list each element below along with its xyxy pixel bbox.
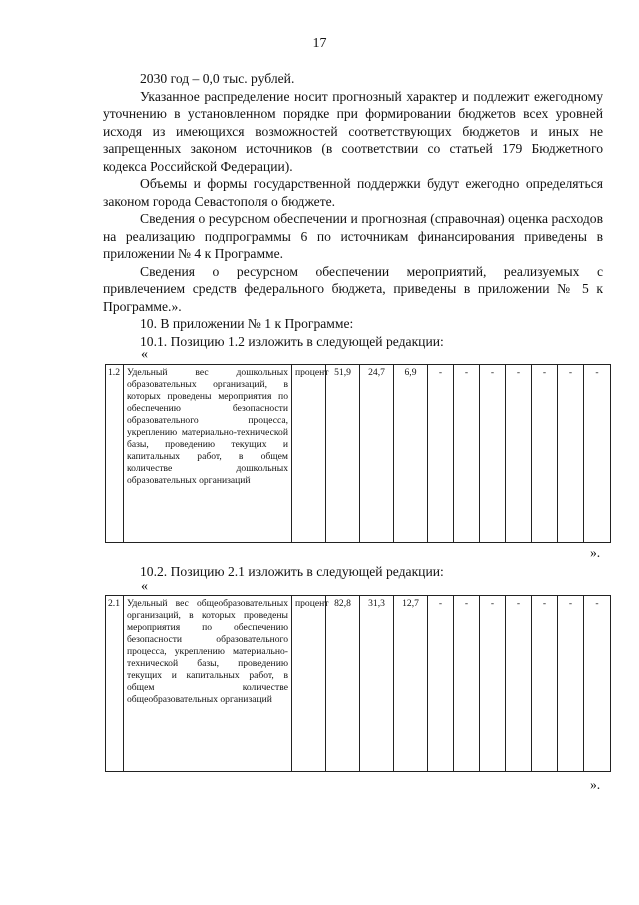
close-quote-2: ».: [590, 777, 601, 792]
table-row: [106, 365, 611, 543]
value-cell: -: [584, 596, 611, 772]
value-cell: -: [480, 365, 506, 543]
row-description: Удельный вес общеобразовательных организаций, в которых проведены мероприятия по обеспечению безопасности образовательного процесса, укреплению материально-технической базы, проведению текущих и капитальных работ, в общем количестве общеобразовательных организаций: [124, 596, 292, 772]
value-cell: -: [532, 596, 558, 772]
value-cell: 24,7: [360, 365, 394, 543]
value-cell: -: [558, 365, 584, 543]
value-cell: 51,9: [326, 365, 360, 543]
paragraph-volumes: Объемы и формы государственной поддержки будут ежегодно определяться законом города Севастополя о бюджете.: [103, 176, 603, 209]
table-row: [106, 596, 611, 772]
open-quote-2: «: [141, 579, 148, 594]
value-cell: -: [428, 596, 454, 772]
value-cell: -: [506, 596, 532, 772]
paragraph-resources-2: Сведения о ресурсном обеспечении мероприятий, реализуемых с привлечением средств федерального бюджета, приведены в приложении № 5 к Программе.».: [103, 263, 603, 314]
open-quote-1: «: [141, 347, 148, 362]
value-cell: -: [532, 365, 558, 543]
row-number: 2.1: [106, 596, 124, 772]
table-position-12: [105, 364, 611, 543]
close-quote-1: ».: [590, 545, 601, 560]
paragraph-resources-1: Сведения о ресурсном обеспечении и прогнозная (справочная) оценка расходов на реализацию подпрограммы 6 по источникам финансирования приведены в приложении № 4 к Программе.: [103, 211, 603, 261]
value-cell: -: [428, 365, 454, 543]
row-unit: процент: [292, 596, 326, 772]
paragraph-year: 2030 год – 0,0 тыс. рублей.: [140, 71, 295, 86]
value-cell: -: [454, 596, 480, 772]
value-cell: -: [584, 365, 611, 543]
row-number: 1.2: [106, 365, 124, 543]
paragraph-appendix: 10. В приложении № 1 к Программе:: [140, 316, 354, 331]
value-cell: -: [558, 596, 584, 772]
value-cell: 82,8: [326, 596, 360, 772]
section2-text: [103, 563, 603, 581]
row-unit: процент: [292, 365, 326, 543]
page-number: 17: [312, 36, 327, 51]
paragraph-distribution: Указанное распределение носит прогнозный характер и подлежит ежегодному уточнению в установленном порядке при формировании бюджетов всех уровней исходя из имеющихся возможностей соответствующих бюджетов и иных не запрещенных законом источников (в соответствии со статьей 179 Бюджетного кодекса Российской Федерации).: [103, 88, 603, 174]
value-cell: 6,9: [394, 365, 428, 543]
row-description: Удельный вес дошкольных образовательных организаций, в которых проведены мероприятия по обеспечению безопасности образовательного процесса, укреплению материально-технической базы, проведению текущих и капитальных работ, в общем количестве дошкольных образовательных организаций: [124, 365, 292, 543]
value-cell: 31,3: [360, 596, 394, 772]
value-cell: -: [454, 365, 480, 543]
paragraph-position-21: 10.2. Позицию 2.1 изложить в следующей редакции:: [140, 564, 444, 579]
value-cell: -: [506, 365, 532, 543]
paragraph-position-12: 10.1. Позицию 1.2 изложить в следующей редакции:: [140, 333, 444, 349]
body-text: [103, 70, 603, 350]
value-cell: 12,7: [394, 596, 428, 772]
value-cell: -: [480, 596, 506, 772]
table-position-21: [105, 595, 611, 772]
